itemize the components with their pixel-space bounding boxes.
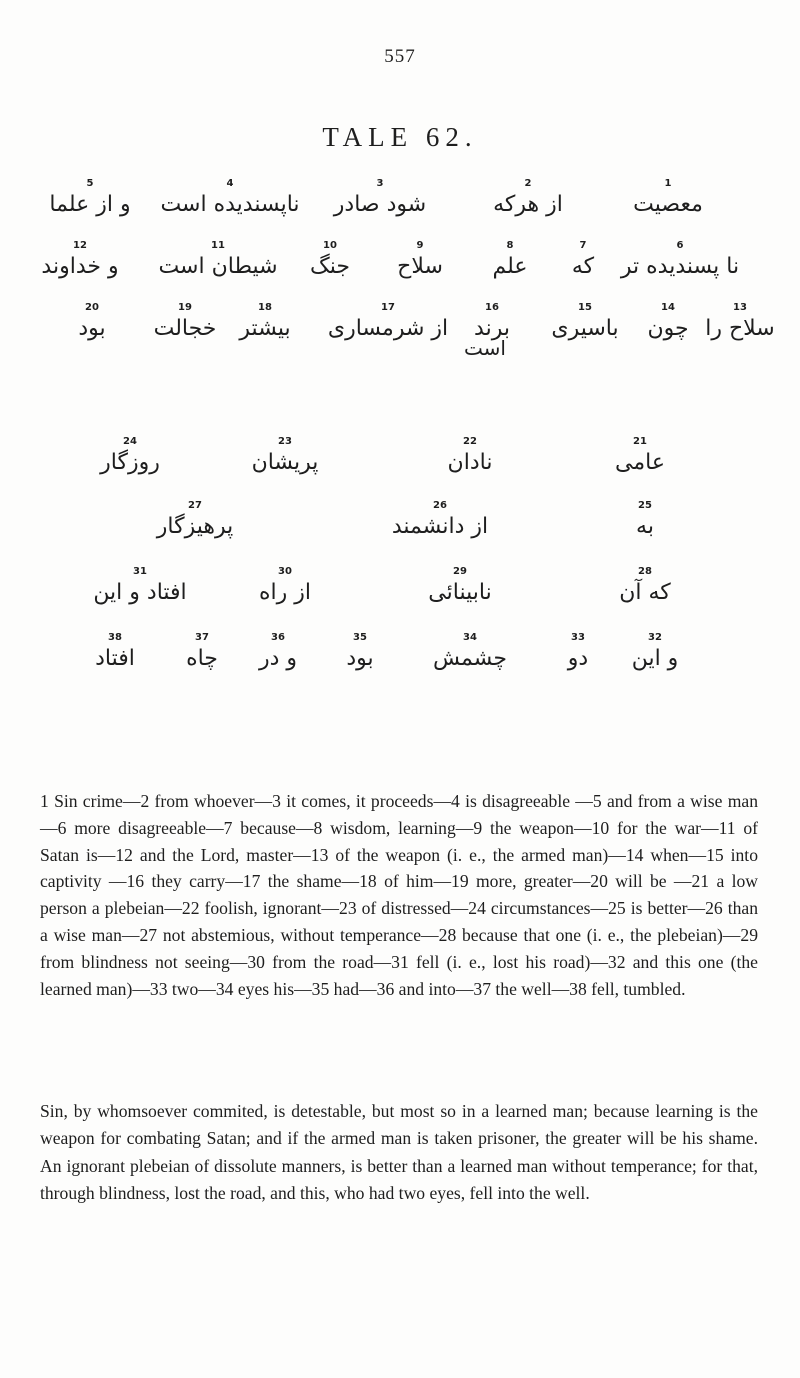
persian-word (705, 302, 775, 344)
word-number: 25 (638, 500, 652, 511)
word-number: 36 (271, 632, 285, 643)
word-number: 5 (86, 178, 94, 189)
word-text: نا پسندیده تر (620, 254, 740, 279)
word-text: از دانشمند (391, 514, 489, 539)
persian-word (619, 566, 671, 608)
persian-word (433, 632, 507, 674)
word-number: 8 (506, 240, 514, 251)
word-number: 35 (353, 632, 367, 643)
word-number: 19 (178, 302, 192, 313)
persian-word (78, 302, 105, 344)
persian-word (551, 302, 618, 344)
persian-word (392, 500, 488, 542)
word-text: به (636, 514, 654, 539)
persian-word (239, 302, 290, 344)
word-number: 10 (323, 240, 337, 251)
persian-row-3 (0, 302, 800, 362)
word-text: و از علما (49, 192, 131, 217)
persian-word (615, 436, 665, 478)
word-text: چون (647, 316, 689, 341)
word-number: 16 (485, 302, 499, 313)
word-text: جنگ (310, 254, 350, 279)
word-text: و در (258, 646, 298, 671)
word-text: بود (78, 316, 106, 341)
persian-word (154, 302, 217, 344)
word-text: که آن (619, 580, 671, 605)
word-number: 29 (453, 566, 467, 577)
word-text: که (571, 254, 595, 279)
word-text: ناپسندیده است (160, 192, 300, 217)
persian-word (428, 566, 491, 608)
word-number: 2 (524, 178, 532, 189)
translation-paragraph: Sin, by whomsoever commited, is detestable, but most so in a learned man; because learning is the weapon for combating Satan; and if the armed man is taken prisoner, the greater will be his shame. An ignorant plebeian of dissolute manners, is better than a learned man without temperance; for that, through blindness, lost the road, and this, who had two eyes, fell into the well. (40, 1101, 758, 1204)
word-text: افتاد و این (93, 580, 187, 605)
word-text: نادان (447, 450, 493, 475)
word-number: 24 (123, 436, 137, 447)
persian-row-1 (0, 178, 800, 238)
persian-row-5 (0, 500, 800, 560)
word-text: نابینائی (428, 580, 492, 605)
word-number: 9 (416, 240, 424, 251)
word-number: 22 (463, 436, 477, 447)
persian-word (633, 178, 703, 220)
persian-word (49, 178, 130, 220)
word-number: 23 (278, 436, 292, 447)
word-number: 20 (85, 302, 99, 313)
word-text: شیطان است (158, 254, 278, 279)
word-number: 11 (211, 240, 225, 251)
persian-word (568, 632, 588, 674)
persian-word (328, 302, 448, 344)
persian-word (636, 500, 654, 542)
word-text: سلاح (397, 254, 443, 279)
persian-row-4 (0, 436, 800, 496)
persian-word (95, 632, 135, 674)
persian-row-7 (0, 632, 800, 692)
persian-word (158, 240, 277, 282)
glossary-paragraph: 1 Sin crime—2 from whoever—3 it comes, it proceeds—4 is disagreeable —5 and from a wise man—6 more disagreeable—7 because—8 wisdom, learning—9 the weapon—10 for the war—11 of Satan is—12 and the Lord, master—13 of the weapon (i. e., the armed man)—14 when—15 into captivity —16 they carry—17 the shame—18 of him—19 more, greater—20 will be —21 a low person a plebeian—22 foolish, ignorant—23 of distressed—24 circumstances—25 is better—26 than a wise man—27 not abstemious, without temperance—28 because that one (i. e., the plebeian)—29 from blindness not seeing—30 from the road—31 fell (i. e., lost his road)—32 and this one (the learned man)—33 two—34 eyes his—35 had—36 and into—37 the well—38 fell, tumbled. (40, 791, 758, 999)
persian-word (252, 436, 319, 478)
word-number: 27 (188, 500, 202, 511)
word-number: 33 (571, 632, 585, 643)
word-text: و خداوند (41, 254, 119, 279)
persian-word (492, 240, 527, 282)
word-text: چاه (186, 646, 218, 671)
persian-word (310, 240, 350, 282)
word-number: 21 (633, 436, 647, 447)
word-number: 7 (579, 240, 587, 251)
word-text: از هرکه (493, 192, 563, 217)
persian-word (259, 566, 311, 608)
word-text: خجالت (153, 316, 217, 341)
word-text: پریشان (251, 450, 319, 475)
page-number: 557 (384, 46, 416, 67)
word-text: روزگار (100, 450, 160, 475)
persian-word (41, 240, 118, 282)
word-text: دو (567, 646, 589, 671)
word-text: شود صادر (333, 192, 427, 217)
word-text: پرهیزگار (156, 514, 234, 539)
persian-word (93, 566, 186, 608)
word-number: 13 (733, 302, 747, 313)
word-text: سلاح را (705, 316, 775, 341)
word-number: 38 (108, 632, 122, 643)
persian-word (186, 632, 218, 674)
persian-word (160, 178, 299, 220)
persian-word (334, 178, 426, 220)
persian-word (157, 500, 233, 542)
word-text: علم (492, 254, 528, 279)
word-text: باسیری (551, 316, 619, 341)
word-number: 26 (433, 500, 447, 511)
word-text: عامی (615, 450, 665, 475)
word-text: برند (474, 316, 510, 341)
word-number: 12 (73, 240, 87, 251)
word-number: 31 (133, 566, 147, 577)
persian-word (448, 436, 493, 478)
word-text: و این (631, 646, 679, 671)
word-number: 6 (676, 240, 684, 251)
word-number: 30 (278, 566, 292, 577)
word-text: معصیت (633, 192, 703, 217)
word-number: 4 (226, 178, 234, 189)
word-text: بیشتر (239, 316, 291, 341)
word-text: بود (346, 646, 374, 671)
word-number: 15 (578, 302, 592, 313)
persian-word (259, 632, 297, 674)
tale-title: TALE 62. (322, 122, 478, 152)
persian-word (632, 632, 679, 674)
persian-word (572, 240, 594, 282)
word-number: 37 (195, 632, 209, 643)
persian-word (493, 178, 563, 220)
persian-word (647, 302, 688, 344)
word-text: چشمش (433, 646, 507, 671)
word-text: از راه (259, 580, 311, 605)
persian-word (397, 240, 443, 282)
word-number: 28 (638, 566, 652, 577)
persian-hanging-word: است (464, 336, 506, 360)
word-number: 18 (258, 302, 272, 313)
persian-word (100, 436, 160, 478)
word-number: 3 (376, 178, 384, 189)
word-text: افتاد (95, 646, 135, 671)
word-text: از شرمساری (327, 316, 449, 341)
persian-word (621, 240, 739, 282)
word-number: 17 (381, 302, 395, 313)
word-number: 32 (648, 632, 662, 643)
word-number: 1 (664, 178, 672, 189)
persian-word (346, 632, 373, 674)
persian-row-6 (0, 566, 800, 626)
word-number: 34 (463, 632, 477, 643)
word-number: 14 (661, 302, 675, 313)
persian-row-2 (0, 240, 800, 300)
